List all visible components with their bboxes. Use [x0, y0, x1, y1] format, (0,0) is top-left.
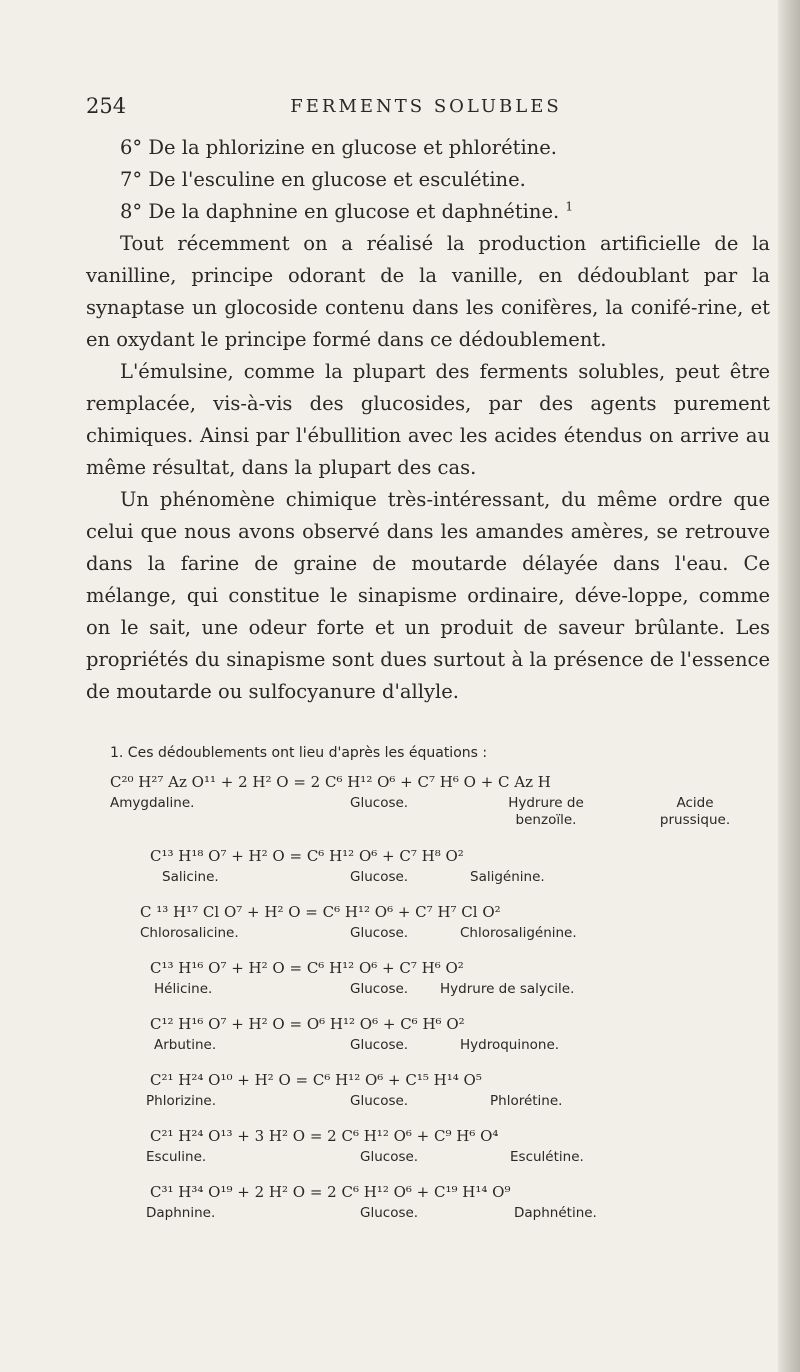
compound-label: Hydroquinone.	[460, 1037, 560, 1053]
compound-label: Glucose.	[350, 869, 409, 885]
paragraph-phlorizine: 6° De la phlorizine en glucose et phlorétine.	[120, 136, 557, 159]
compound-label: Glucose.	[360, 1149, 419, 1165]
compound-label: Hydrure de salycile.	[440, 981, 575, 997]
compound-label: Amygdaline.	[110, 795, 195, 811]
paragraph-vanilline: Tout récemment on a réalisé la production artificielle de la vanilline, principe odorant de la vanille, en dédoublant par la synaptase un glocoside contenu dans les conifères, la conifé-rine, et en oxydant le principe formé dans ce dédoublement.	[86, 232, 770, 351]
equation-chlorosalicine	[110, 903, 778, 947]
compound-label: Chlorosalicine.	[140, 925, 239, 941]
page-header	[86, 94, 766, 124]
footnote-marker[interactable]: 1	[565, 199, 574, 214]
compound-label: Glucose.	[350, 795, 409, 811]
equation-formula: C³¹ H³⁴ O¹⁹ + 2 H² O = 2 C⁶ H¹² O⁶ + C¹⁹ H¹⁴ O⁹	[150, 1183, 511, 1201]
compound-label: Arbutine.	[154, 1037, 217, 1053]
equation-arbutine	[110, 1015, 778, 1059]
compound-label: Daphnine.	[146, 1205, 216, 1221]
compound-label: Esculine.	[146, 1149, 207, 1165]
running-title: FERMENTS SOLUBLES	[290, 96, 562, 117]
compound-label: Glucose.	[350, 1037, 409, 1053]
equation-daphnine	[110, 1183, 778, 1227]
compound-label: Phlorizine.	[146, 1093, 216, 1109]
compound-label: Glucose.	[350, 981, 409, 997]
equation-amygdaline	[110, 773, 778, 835]
footnote-intro: 1. Ces dédoublements ont lieu d'après les équations :	[110, 745, 488, 761]
compound-label: Daphnétine.	[514, 1205, 597, 1221]
paragraph-esculine: 7° De l'esculine en glucose et esculétine.	[120, 168, 526, 191]
equation-phlorizine	[110, 1071, 778, 1115]
compound-label: Hydrure de benzoïle.	[508, 795, 584, 828]
compound-label: Glucose.	[350, 1093, 409, 1109]
compound-label: Chlorosaligénine.	[460, 925, 577, 941]
compound-label: Glucose.	[350, 925, 409, 941]
equation-esculine	[110, 1127, 778, 1171]
compound-label: Saligénine.	[470, 869, 545, 885]
footnote	[110, 745, 778, 1239]
equation-formula: C¹³ H¹⁶ O⁷ + H² O = C⁶ H¹² O⁶ + C⁷ H⁶ O²	[150, 959, 464, 977]
page-number: 254	[86, 94, 127, 118]
equation-formula: C¹² H¹⁶ O⁷ + H² O = O⁶ H¹² O⁶ + C⁶ H⁶ O²	[150, 1015, 465, 1033]
equation-helicine	[110, 959, 778, 1003]
paragraph-emulsine: L'émulsine, comme la plupart des ferments solubles, peut être remplacée, vis-à-vis des glucosides, par des agents purement chimiques. Ainsi par l'ébullition avec les acides étendus on arrive au même résultat, dans la plupart des cas.	[86, 360, 770, 479]
equation-formula: C²¹ H²⁴ O¹⁰ + H² O = C⁶ H¹² O⁶ + C¹⁵ H¹⁴ O⁵	[150, 1071, 482, 1089]
equation-salicine	[110, 847, 778, 891]
body-text	[86, 132, 770, 708]
compound-label: Phlorétine.	[490, 1093, 563, 1109]
paragraph-daphnine: 8° De la daphnine en glucose et daphnétine. $^1$	[120, 199, 574, 223]
compound-label: Esculétine.	[510, 1149, 584, 1165]
compound-label: Acide prussique.	[659, 795, 731, 828]
compound-label: Hélicine.	[154, 981, 213, 997]
paragraph-sinapisme: Un phénomène chimique très-intéressant, du même ordre que celui que nous avons observé dans les amandes amères, se retrouve dans la farine de graine de moutarde délayée dans l'eau. Ce mélange, qui constitue le sinapisme ordinaire, déve-loppe, comme on le sait, une odeur forte et un produit de saveur brûlante. Les propriétés du sinapisme sont dues surtout à la présence de l'essence de moutarde ou sulfocyanure d'allyle.	[86, 488, 770, 703]
equation-formula: C¹³ H¹⁸ O⁷ + H² O = C⁶ H¹² O⁶ + C⁷ H⁸ O²	[150, 847, 464, 865]
equation-formula: C ¹³ H¹⁷ Cl O⁷ + H² O = C⁶ H¹² O⁶ + C⁷ H⁷ Cl O²	[140, 903, 501, 921]
compound-label: Salicine.	[162, 869, 219, 885]
compound-label: Glucose.	[360, 1205, 419, 1221]
equation-formula: C²⁰ H²⁷ Az O¹¹ + 2 H² O = 2 C⁶ H¹² O⁶ + C⁷ H⁶ O + C Az H	[110, 773, 551, 791]
equation-formula: C²¹ H²⁴ O¹³ + 3 H² O = 2 C⁶ H¹² O⁶ + C⁹ H⁶ O⁴	[150, 1127, 499, 1145]
